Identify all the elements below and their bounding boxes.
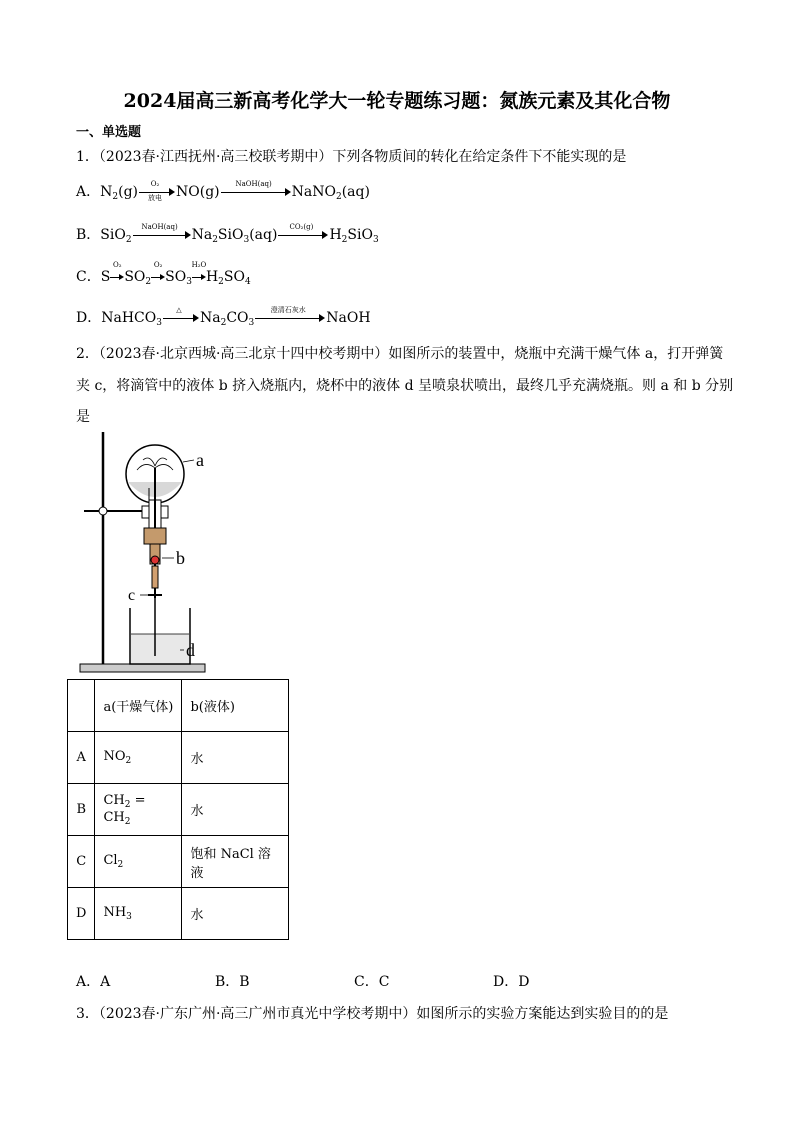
row-gas: $NH_3$ bbox=[95, 888, 182, 940]
row-option: A bbox=[68, 732, 95, 784]
section-heading: 一、单选题 bbox=[76, 125, 142, 140]
row-option: B bbox=[68, 784, 95, 836]
row-option: D bbox=[68, 888, 95, 940]
choice-d[interactable]: D．D bbox=[493, 974, 530, 990]
label-a: a bbox=[196, 450, 204, 470]
label-d: d bbox=[186, 640, 195, 660]
row-liquid: 水 bbox=[182, 888, 289, 940]
table-header-cell bbox=[68, 680, 95, 732]
label-a-line bbox=[183, 460, 194, 462]
q2-choices bbox=[76, 971, 632, 991]
q1-option-a: A．$N_2(g)$ O₂ 放电 NO(g) NaOH(aq) NaNO$_2$(aq) bbox=[76, 180, 370, 202]
reaction-arrow-icon: O₂ bbox=[110, 270, 124, 284]
reaction-arrow-icon: 澄清石灰水 bbox=[255, 311, 325, 325]
stand-base bbox=[80, 664, 205, 672]
fountain-apparatus-figure bbox=[70, 428, 230, 678]
table-row bbox=[68, 784, 289, 836]
row-liquid: 水 bbox=[182, 732, 289, 784]
liquid-b-drop bbox=[151, 556, 159, 564]
page-title: 2024届高三新高考化学大一轮专题练习题：氮族元素及其化合物 bbox=[123, 90, 671, 112]
choice-c[interactable]: C．C bbox=[354, 974, 390, 990]
table-row bbox=[68, 888, 289, 940]
q2-stem-line1: 2．（2023春·北京西城·高三北京十四中校考期中）如图所示的装置中，烧瓶中充满干燥气体 a，打开弹簧 bbox=[76, 346, 724, 362]
q1-option-d: D．NaHCO$_3$ △ $Na_2CO_3$ 澄清石灰水 NaOH bbox=[76, 306, 371, 328]
q2-stem-line2: 夹 c，将滴管中的液体 b 挤入烧瓶内，烧杯中的液体 d 呈喷泉状喷出，最终几乎充满烧瓶。则 a 和 b 分别 bbox=[76, 378, 734, 394]
rubber-tube bbox=[152, 566, 158, 588]
row-gas: $Cl_2$ bbox=[95, 836, 182, 888]
q2-stem-line3: 是 bbox=[76, 409, 90, 425]
reaction-arrow-icon: H₂O bbox=[192, 270, 206, 284]
table-row bbox=[68, 732, 289, 784]
table-header-cell: a(干燥气体) bbox=[95, 680, 182, 732]
row-option: C bbox=[68, 836, 95, 888]
table-header-row bbox=[68, 680, 289, 732]
table-row bbox=[68, 836, 289, 888]
reaction-arrow-icon: △ bbox=[163, 311, 199, 325]
choice-a[interactable]: A．A bbox=[76, 974, 111, 990]
reaction-arrow-icon: NaOH(aq) bbox=[221, 185, 291, 199]
table-header-cell: b(液体) bbox=[182, 680, 289, 732]
label-b: b bbox=[176, 548, 185, 568]
row-liquid: 饱和 NaCl 溶液 bbox=[182, 836, 289, 888]
q1-option-c: C．S O₂ $SO_2$ O₂ $SO_3$ H₂O $H_2SO_4$ bbox=[76, 261, 251, 287]
reaction-arrow-icon: CO₂(g) bbox=[278, 228, 328, 242]
reaction-arrow-icon: O₂ 放电 bbox=[139, 185, 175, 199]
choice-b[interactable]: B．B bbox=[215, 974, 250, 990]
reaction-arrow-icon: NaOH(aq) bbox=[133, 228, 191, 242]
q3-stem: 3．（2023春·广东广州·高三广州市真光中学校考期中）如图所示的实验方案能达到实验目的的是 bbox=[76, 1006, 669, 1022]
beaker-liquid bbox=[131, 634, 189, 663]
rubber-stopper bbox=[144, 528, 166, 544]
q1-option-b: B．SiO$_2$ NaOH(aq) $Na_2SiO_3(aq)$ CO₂(g) $H_2SiO_3$ bbox=[76, 223, 379, 245]
row-gas: $NO_2$ bbox=[95, 732, 182, 784]
reaction-arrow-icon: O₂ bbox=[151, 270, 165, 284]
row-liquid: 水 bbox=[182, 784, 289, 836]
q2-options-table bbox=[67, 679, 289, 940]
q1-stem: 1．（2023春·江西抚州·高三校联考期中）下列各物质间的转化在给定条件下不能实现的是 bbox=[76, 149, 627, 165]
row-gas: $CH_2 = CH_2$ bbox=[95, 784, 182, 836]
clamp-screw bbox=[99, 507, 107, 515]
label-c: c bbox=[128, 587, 136, 604]
